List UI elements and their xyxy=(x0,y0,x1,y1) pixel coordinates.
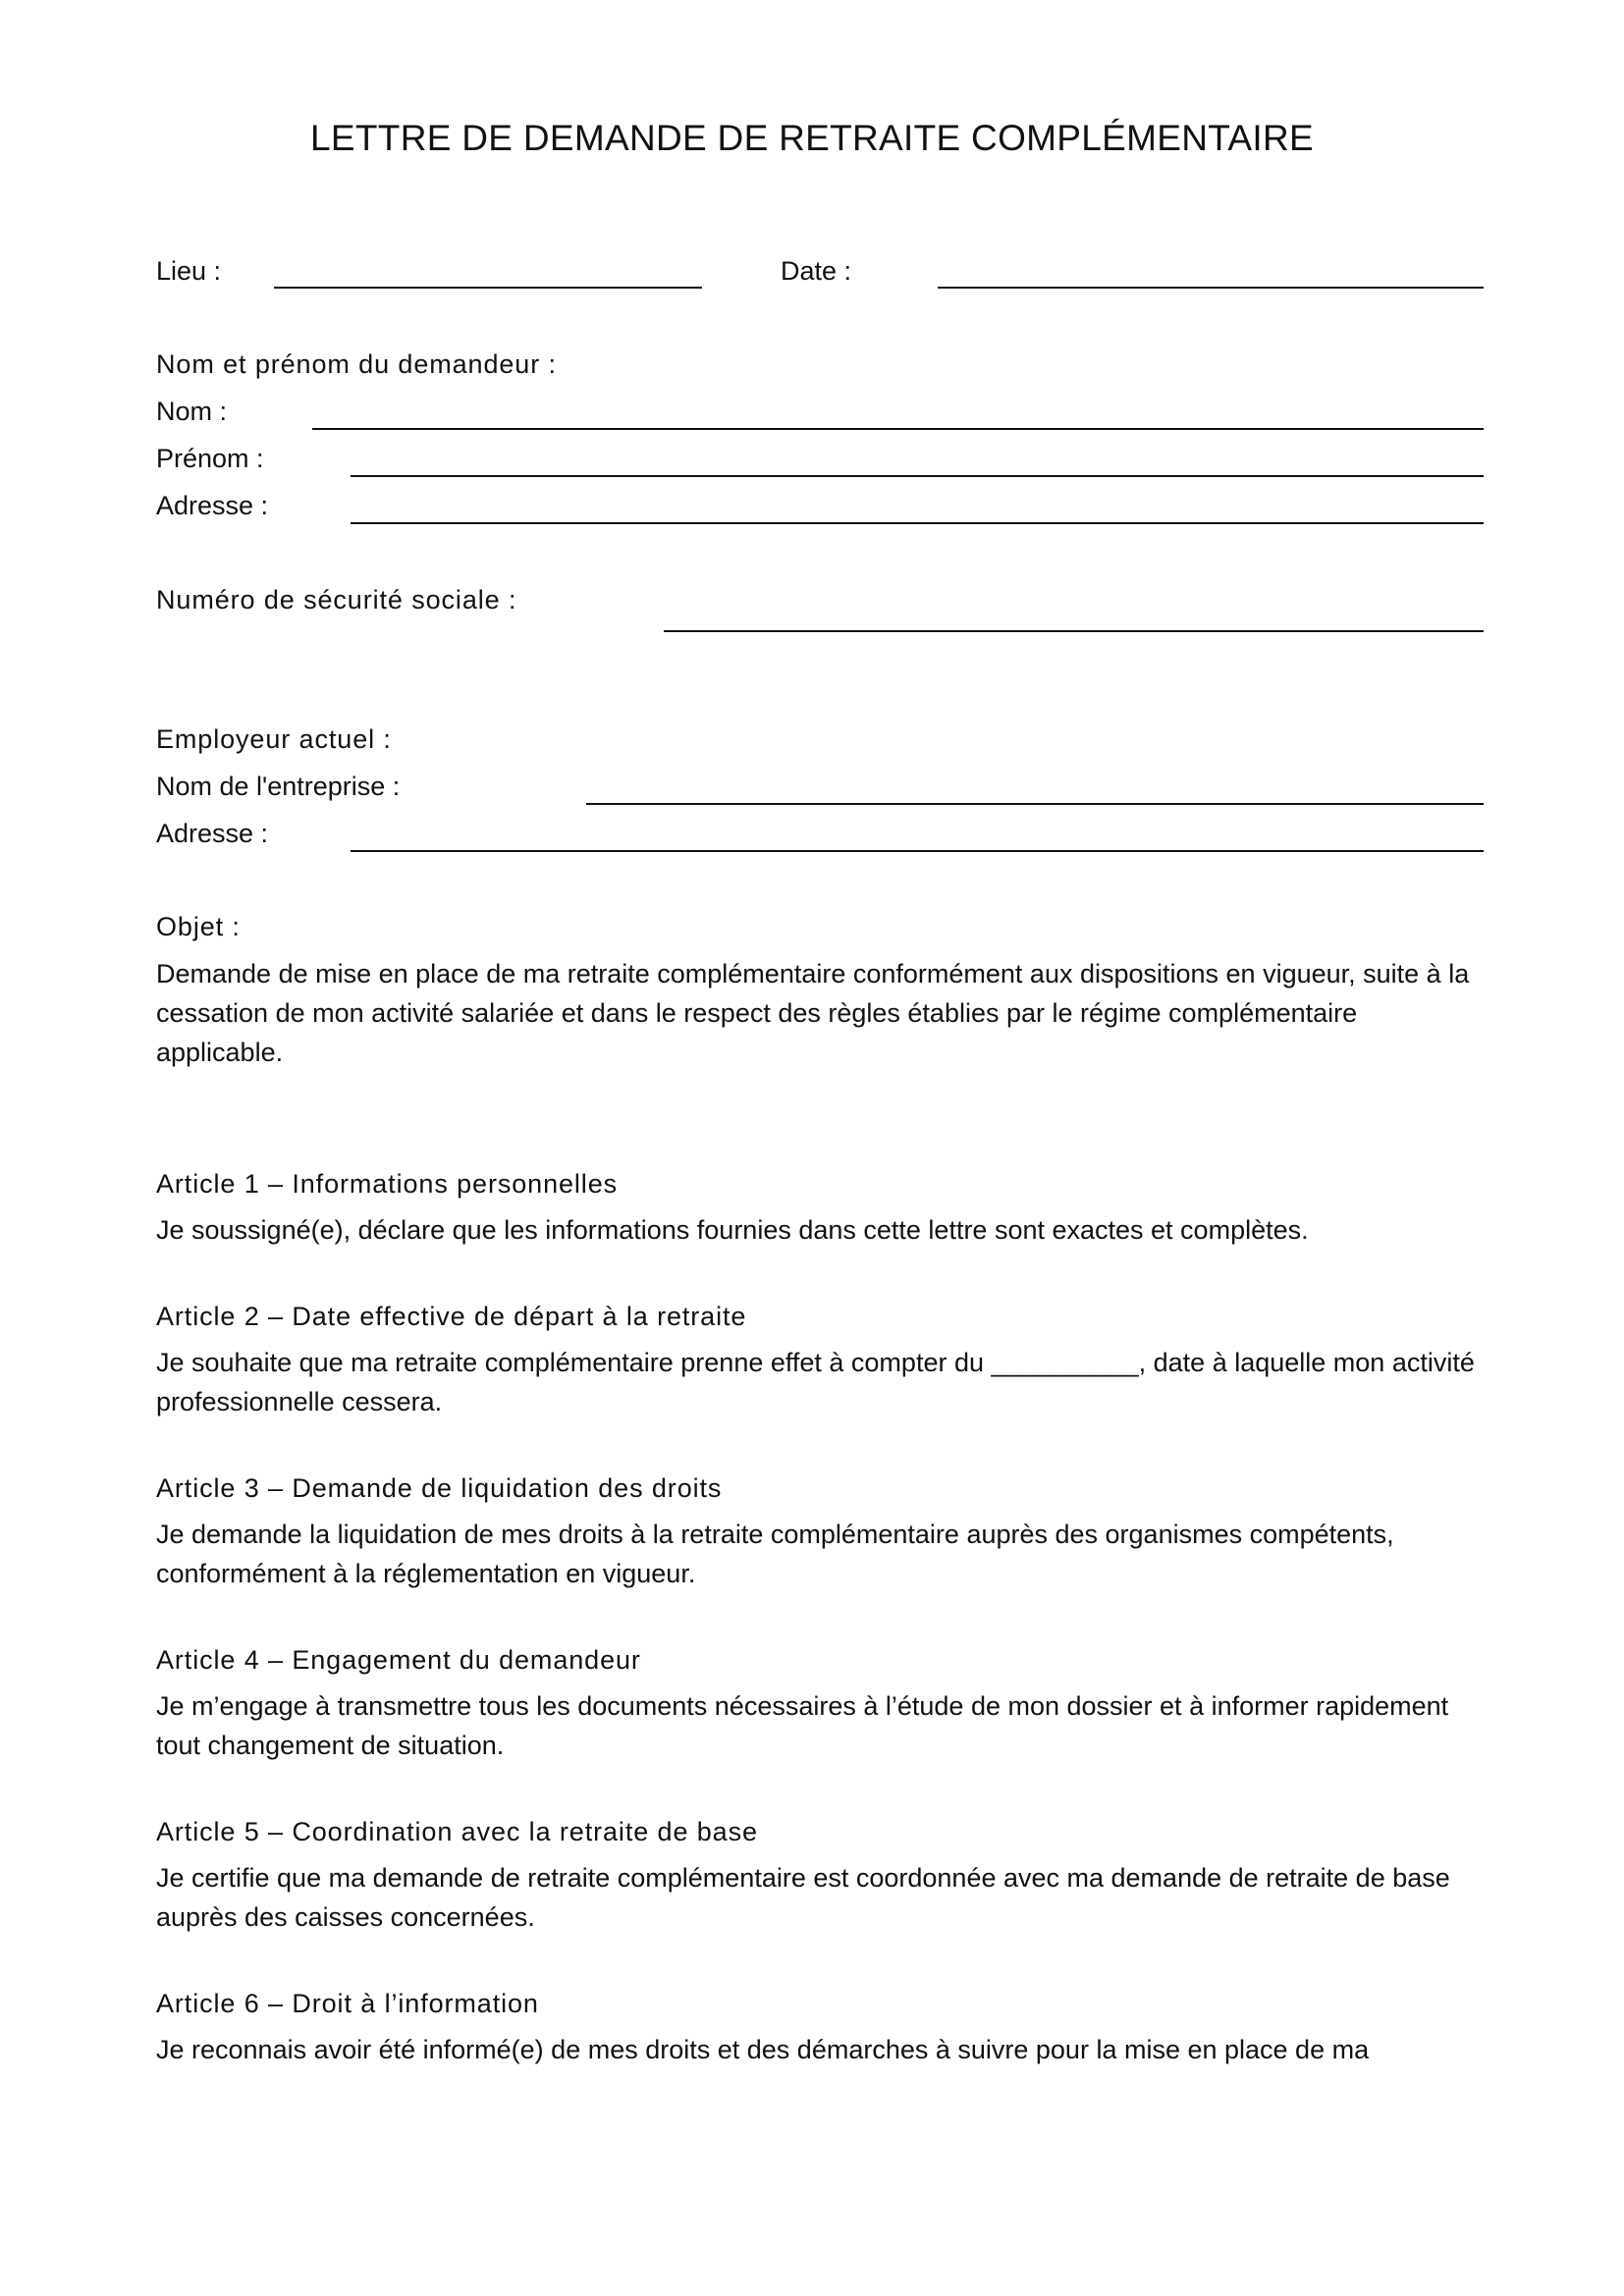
entreprise-field[interactable] xyxy=(586,803,1484,805)
adresse-employeur-field[interactable] xyxy=(351,850,1484,852)
article-3-heading: Article 3 – Demande de liquidation des droits xyxy=(156,1473,723,1503)
lieu-label: Lieu : xyxy=(156,256,222,286)
secu-field[interactable] xyxy=(664,630,1484,632)
article-6-text: Je reconnais avoir été informé(e) de mes droits et des démarches à suivre pour la mise en place de ma xyxy=(156,2035,1370,2064)
article-6-heading: Article 6 – Droit à l’information xyxy=(156,1989,539,2018)
employeur-heading: Employeur actuel : xyxy=(156,724,392,754)
prenom-field[interactable] xyxy=(351,475,1484,477)
page-title: LETTRE DE DEMANDE DE RETRAITE COMPLÉMENTAIRE xyxy=(310,118,1314,158)
entreprise-label: Nom de l'entreprise : xyxy=(156,772,401,801)
article-1-text: Je soussigné(e), déclare que les informations fournies dans cette lettre sont exactes et complètes. xyxy=(156,1215,1309,1245)
adresse-label: Adresse : xyxy=(156,491,269,520)
objet-text: Demande de mise en place de ma retraite complémentaire conformément aux dispositions en vigueur, suite à la cessation de mon activité salariée et dans le respect des règles établies par le régime complémentaire applicable. xyxy=(156,959,1470,1067)
article-1-heading: Article 1 – Informations personnelles xyxy=(156,1169,619,1199)
date-label: Date : xyxy=(781,256,852,286)
objet-heading: Objet : xyxy=(156,912,241,941)
article-2-heading: Article 2 – Date effective de départ à la retraite xyxy=(156,1302,747,1331)
date-field[interactable] xyxy=(938,287,1484,289)
lieu-field[interactable] xyxy=(274,287,702,289)
adresse-employeur-label: Adresse : xyxy=(156,819,269,848)
secu-label: Numéro de sécurité sociale : xyxy=(156,585,517,614)
demandeur-heading: Nom et prénom du demandeur : xyxy=(156,349,557,379)
article-4-text: Je m’engage à transmettre tous les documents nécessaires à l’étude de mon dossier et à informer rapidement tout changement de situation. xyxy=(156,1691,1449,1760)
article-5-heading: Article 5 – Coordination avec la retraite de base xyxy=(156,1817,758,1846)
article-2-text: Je souhaite que ma retraite complémentaire prenne effet à compter du __________, date à laquelle mon activité professionnelle cessera. xyxy=(156,1348,1475,1416)
adresse-field[interactable] xyxy=(351,522,1484,524)
prenom-label: Prénom : xyxy=(156,444,264,473)
article-3-text: Je demande la liquidation de mes droits à la retraite complémentaire auprès des organismes compétents, conformément à la réglementation en vigueur. xyxy=(156,1520,1394,1588)
article-4-heading: Article 4 – Engagement du demandeur xyxy=(156,1645,641,1675)
nom-field[interactable] xyxy=(312,428,1484,430)
nom-label: Nom : xyxy=(156,397,228,426)
article-5-text: Je certifie que ma demande de retraite complémentaire est coordonnée avec ma demande de retraite de base auprès des caisses concernées. xyxy=(156,1863,1450,1932)
